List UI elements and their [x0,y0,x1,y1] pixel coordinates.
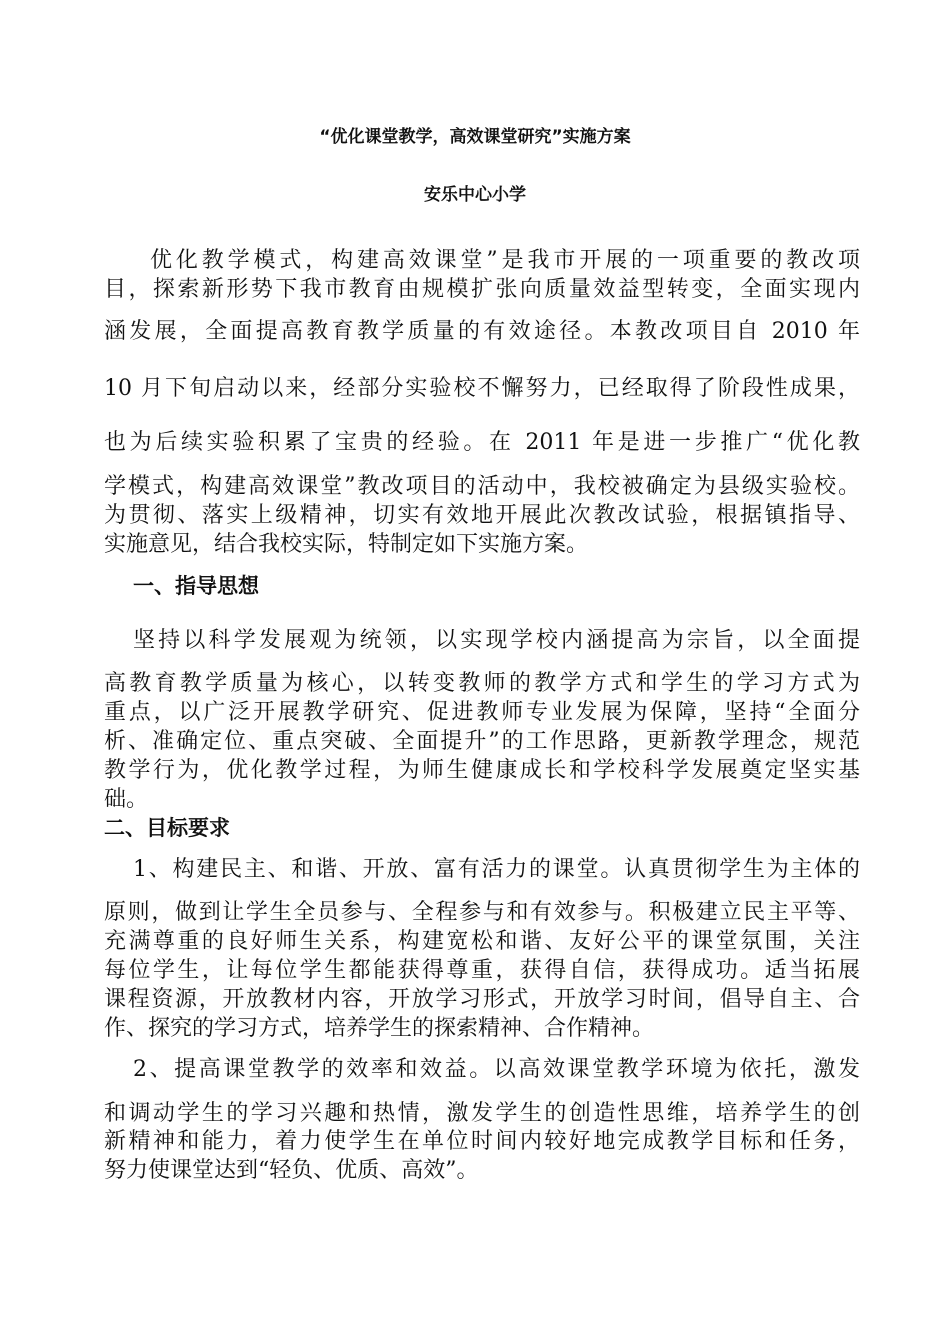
section1-line: 础。 [104,787,149,812]
document-subtitle: 安乐中心小学 [424,185,526,205]
section1-line: 坚持以科学发展观为统领，以实现学校内涵提高为宗旨，以全面提 [133,628,860,653]
intro-line: 目，探索新形势下我市教育由规模扩张向质量效益型转变，全面实现内 [104,277,860,302]
section1-line: 高教育教学质量为核心，以转变教师的教学方式和学生的学习方式为 [104,671,860,696]
intro-line: 实施意见，结合我校实际，特制定如下实施方案。 [104,532,589,557]
section2-item2-line: 2、提高课堂教学的效率和效益。以高效课堂教学环境为依托，激发 [133,1057,860,1082]
section2-item1-line: 课程资源，开放教材内容，开放学习形式，开放学习时间，倡导自主、合 [104,987,860,1012]
intro-line: 10 月下旬启动以来，经部分实验校不懈努力，已经取得了阶段性成果， [104,376,860,401]
intro-line: 学模式，构建高效课堂”教改项目的活动中，我校被确定为县级实验校。 [104,474,860,499]
section-heading-guiding-ideas: 一、指导思想 [133,574,259,598]
section2-item1-line: 作、探究的学习方式，培养学生的探索精神、合作精神。 [104,1016,655,1041]
section1-line: 析、准确定位、重点突破、全面提升”的工作思路，更新教学理念，规范 [104,729,860,754]
section2-item2-line: 努力使课堂达到“轻负、优质、高效”。 [104,1158,479,1183]
document-title: “优化课堂教学，高效课堂研究”实施方案 [319,127,631,147]
section2-item2-line: 和调动学生的学习兴趣和热情，激发学生的创造性思维，培养学生的创 [104,1101,860,1126]
intro-line: 优化教学模式，构建高效课堂”是我市开展的一项重要的教改项 [150,248,860,273]
section1-line: 教学行为，优化教学过程，为师生健康成长和学校科学发展奠定坚实基 [104,758,860,783]
intro-line: 为贯彻、落实上级精神，切实有效地开展此次教改试验，根据镇指导、 [104,503,860,528]
section2-item1-line: 每位学生，让每位学生都能获得尊重，获得自信，获得成功。适当拓展 [104,958,860,983]
intro-line: 涵发展，全面提高教育教学质量的有效途径。本教改项目自 2010 年 [104,319,860,344]
section2-item2-line: 新精神和能力，着力使学生在单位时间内较好地完成教学目标和任务， [104,1129,860,1154]
section2-item1-line: 原则，做到让学生全员参与、全程参与和有效参与。积极建立民主平等、 [104,900,860,925]
intro-line: 也为后续实验积累了宝贵的经验。在 2011 年是进一步推广“优化教 [104,430,860,455]
section2-item1-line: 充满尊重的良好师生关系，构建宽松和谐、友好公平的课堂氛围，关注 [104,929,860,954]
section1-line: 重点，以广泛开展教学研究、促进教师专业发展为保障，坚持“全面分 [104,700,860,725]
section2-item1-line: 1、构建民主、和谐、开放、富有活力的课堂。认真贯彻学生为主体的 [133,857,860,882]
section-heading-goals: 二、目标要求 [104,816,230,840]
